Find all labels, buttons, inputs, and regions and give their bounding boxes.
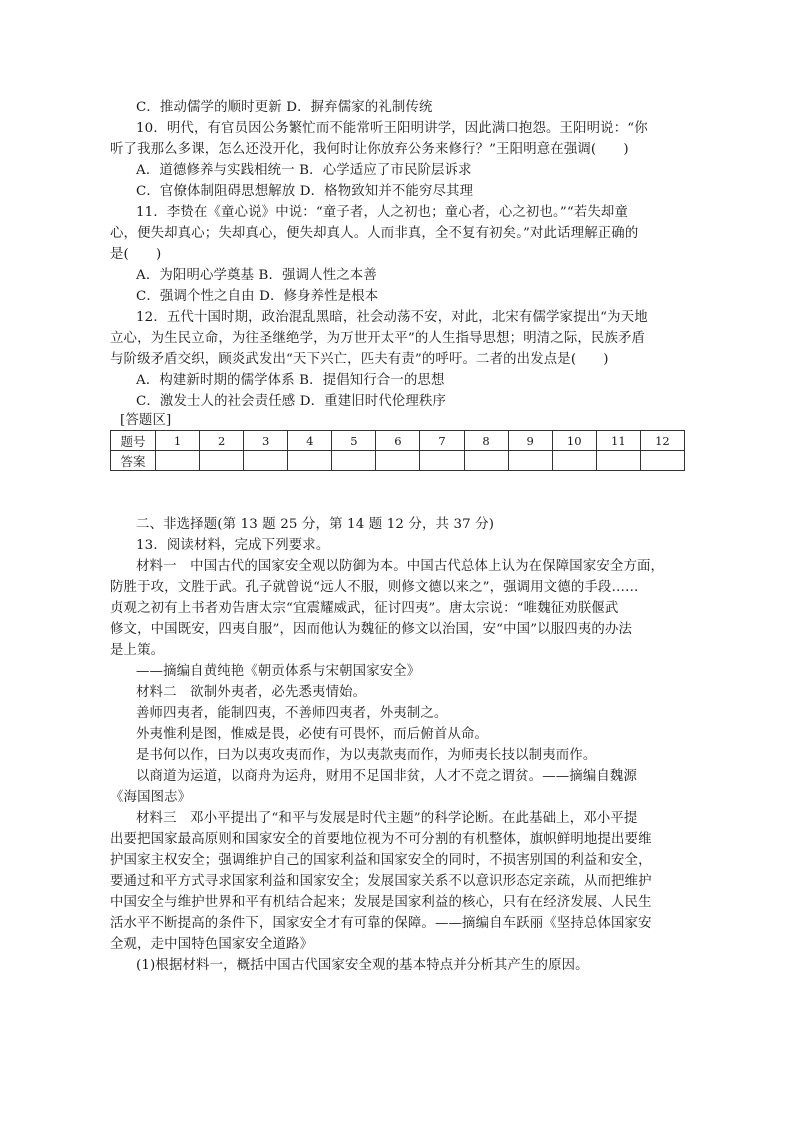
- answer-cell[interactable]: [464, 451, 508, 471]
- answer-area-label: [答题区]: [120, 413, 172, 428]
- answer-cell[interactable]: [376, 451, 420, 471]
- question-number-cell: 5: [332, 431, 376, 451]
- answer-cell[interactable]: [508, 451, 552, 471]
- question-number-cell: 9: [508, 431, 552, 451]
- material2-line-4: 是书何以作，曰为以夷攻夷而作，为以夷款夷而作，为师夷长技以制夷而作。: [136, 748, 597, 763]
- material1-source: ——摘编自黄纯艳《朝贡体系与宋朝国家安全》: [136, 664, 421, 679]
- material3-line-4: 要通过和平方式寻求国家利益和国家安全；发展国家关系不以意识形态定亲疏，从而把维护: [110, 874, 652, 889]
- q11-option-ab: A．为阳明心学奠基 B．强调人性之本善: [136, 268, 377, 283]
- q11-stem-line-2: 心，便失却真心；失却真心，便失却真人。人而非真，全不复有初矣。”对此话理解正确的: [110, 226, 639, 241]
- material2-line-1: 材料二 欲制外夷者，必先悉夷情始。: [136, 685, 367, 700]
- answer-table-row1-header: 题号: [111, 431, 156, 451]
- q11-stem-line-3: 是( ): [110, 247, 162, 262]
- q10-stem-line-1: 10．明代，有官员因公务繁忙而不能常听王阳明讲学，因此满口抱怨。王阳明说：“你: [136, 121, 648, 136]
- q12-option-ab: A．构建新时期的儒学体系 B．提倡知行合一的思想: [136, 373, 445, 388]
- question-number-cell: 1: [156, 431, 200, 451]
- section2-title: 二、非选择题(第 13 题 25 分，第 14 题 12 分，共 37 分): [136, 517, 495, 532]
- q11-option-cd: C．强调个性之自由 D．修身养性是根本: [136, 289, 379, 304]
- question-number-cell: 2: [200, 431, 244, 451]
- answer-cell[interactable]: [640, 451, 684, 471]
- question-number-cell: 12: [640, 431, 684, 451]
- question-number-cell: 7: [420, 431, 464, 451]
- question-number-cell: 10: [552, 431, 596, 451]
- material1-line-5: 是上策。: [110, 643, 165, 658]
- material2-line-5: 以商道为运道，以商舟为运舟，财用不足国非贫，人才不竞之谓贫。——摘编自魏源: [136, 769, 638, 784]
- q11-stem-line-1: 11．李贽在《童心说》中说：“童子者，人之初也；童心者，心之初也。”“若失却童: [136, 205, 629, 220]
- q12-stem-line-3: 与阶级矛盾交织，顾炎武发出“天下兴亡，匹夫有责”的呼吁。二者的出发点是( ): [110, 352, 609, 367]
- sub-question-1: (1)根据材料一，概括中国古代国家安全观的基本特点并分析其产生的原因。: [136, 958, 589, 973]
- answer-cell[interactable]: [244, 451, 288, 471]
- material3-line-2: 出要把国家最高原则和国家安全的首要地位视为不可分割的有机整体，旗帜鲜明地提出要维: [110, 832, 652, 847]
- material3-line-3: 护国家主权安全；强调维护自己的国家利益和国家安全的同时，不损害别国的利益和安全，: [110, 853, 652, 868]
- q13-intro: 13．阅读材料，完成下列要求。: [136, 538, 330, 553]
- question-number-cell: 4: [288, 431, 332, 451]
- answer-cell[interactable]: [596, 451, 640, 471]
- material2-line-2: 善师四夷者，能制四夷，不善师四夷者，外夷制之。: [136, 706, 448, 721]
- material3-line-1: 材料三 邓小平提出了“和平与发展是时代主题”的科学论断。在此基础上，邓小平提: [136, 811, 638, 826]
- answer-cell[interactable]: [332, 451, 376, 471]
- answer-cell[interactable]: [288, 451, 332, 471]
- material3-line-7: 全观，走中国特色国家安全道路》: [110, 937, 314, 952]
- material1-line-4: 修文，中国既安，四夷自服”，因而他认为魏征的修文以治国，安“中国”以服四夷的办法: [110, 622, 632, 637]
- question-number-cell: 11: [596, 431, 640, 451]
- question-number-cell: 8: [464, 431, 508, 451]
- q10-stem-line-2: 听了我那么多课，怎么还没开化，我何时让你放弃公务来修行？”王阳明意在强调( ): [110, 142, 629, 157]
- q12-option-cd: C．激发士人的社会责任感 D．重建旧时代伦理秩序: [136, 394, 447, 409]
- answer-table: [110, 430, 685, 471]
- question-number-cell: 3: [244, 431, 288, 451]
- material1-line-2: 防胜于攻，文胜于武。孔子就曾说“远人不服，则修文德以来之”，强调用文德的手段……: [110, 580, 639, 595]
- q12-stem-line-1: 12．五代十国时期，政治混乱黑暗，社会动荡不安，对此，北宋有儒学家提出“为天地: [136, 310, 648, 325]
- answer-table-answer-row: [111, 451, 685, 471]
- answer-table-number-row: [111, 431, 685, 451]
- material1-line-1: 材料一 中国古代的国家安全观以防御为本。中国古代总体上认为在保障国家安全方面，: [136, 559, 665, 574]
- material2-line-3: 外夷惟利是图，惟威是畏，必使有可畏怀，而后俯首从命。: [136, 727, 489, 742]
- answer-cell[interactable]: [420, 451, 464, 471]
- answer-cell[interactable]: [552, 451, 596, 471]
- q9-option-cd: C．推动儒学的顺时更新 D．摒弃儒家的礼制传统: [136, 100, 433, 115]
- answer-table-row2-header: 答案: [111, 451, 156, 471]
- answer-cell[interactable]: [200, 451, 244, 471]
- material1-line-3: 贞观之初有上书者劝告唐太宗“宜震耀威武，征讨四夷”。唐太宗说：“唯魏征劝朕偃武: [110, 601, 619, 616]
- material3-line-6: 活水平不断提高的条件下，国家安全才有可靠的保障。——摘编自车跃丽《坚持总体国家安: [110, 916, 652, 931]
- material2-line-6: 《海国图志》: [110, 790, 192, 805]
- answer-cell[interactable]: [156, 451, 200, 471]
- q10-option-cd: C．官僚体制阻碍思想解放 D．格物致知并不能穷尽其理: [136, 184, 474, 199]
- question-number-cell: 6: [376, 431, 420, 451]
- q12-stem-line-2: 立心，为生民立命，为往圣继绝学，为万世开太平”的人生指导思想；明清之际，民族矛盾: [110, 331, 646, 346]
- material3-line-5: 中国安全与维护世界和平有机结合起来；发展是国家利益的核心，只有在经济发展、人民生: [110, 895, 652, 910]
- q10-option-ab: A．道德修养与实践相统一 B．心学适应了市民阶层诉求: [136, 163, 472, 178]
